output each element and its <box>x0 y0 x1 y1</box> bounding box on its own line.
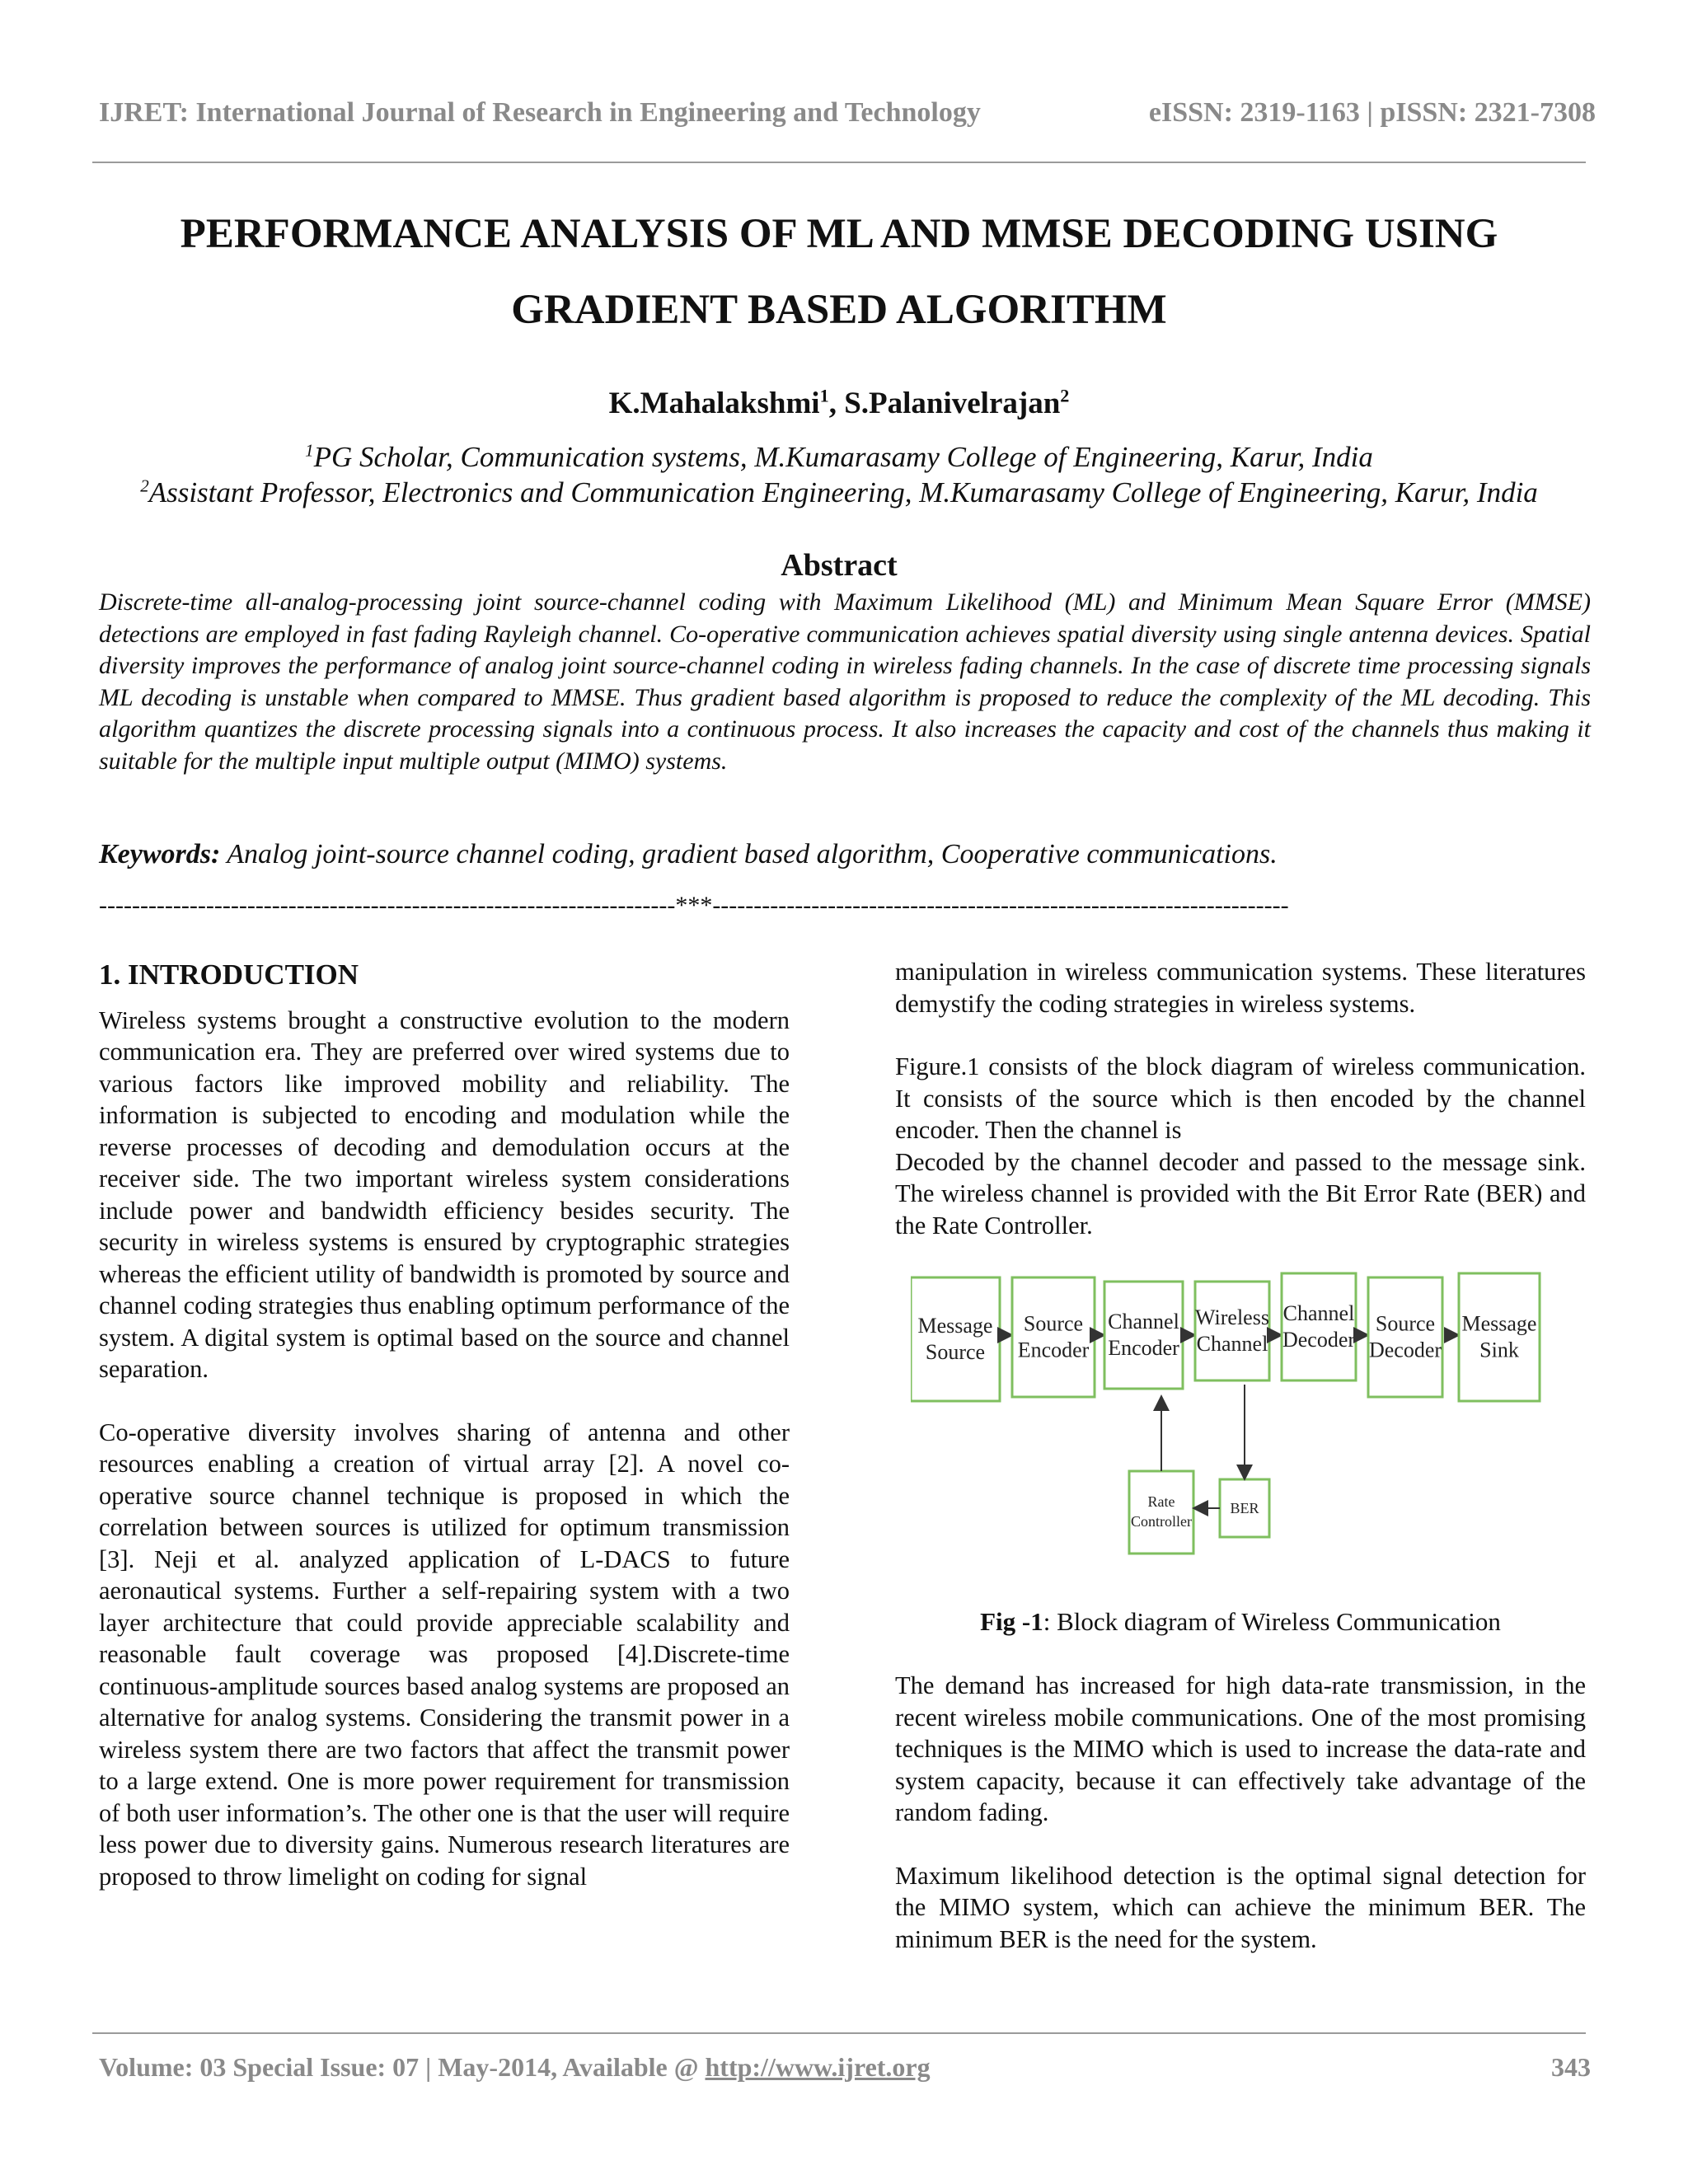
affiliation-2 <box>92 476 1586 509</box>
ber-block <box>1220 1479 1269 1537</box>
affiliation-2-text: Assistant Professor, Electronics and Communication Engineering, M.Kumarasamy College of Engineering, Karur, India <box>148 476 1538 509</box>
block-box <box>1104 1282 1183 1389</box>
block-box <box>911 1277 1000 1401</box>
diagram-block <box>1195 1282 1269 1380</box>
caption-label: Fig -1 <box>980 1607 1043 1636</box>
block-label-line-2: Channel <box>1196 1332 1268 1356</box>
section-heading: 1. INTRODUCTION <box>99 958 359 991</box>
block-box <box>1459 1273 1540 1401</box>
paragraph-part: Figure.1 consists of the block diagram of wireless communication. It consists of the source which is then encoded by the channel encoder. Then the channel is <box>895 1052 1586 1144</box>
section-separator: ----------------------------------------------------------------------***---------------------------------------------------------------------- <box>99 892 1289 919</box>
keywords-label: Keywords: <box>99 839 221 869</box>
title-line-2: GRADIENT BASED ALGORITHM <box>511 287 1167 333</box>
affiliation-1-sup: 1 <box>305 440 314 461</box>
footer-link[interactable]: http://www.ijret.org <box>705 2052 931 2082</box>
diagram-block <box>1459 1273 1540 1401</box>
ber-label: BER <box>1230 1500 1259 1516</box>
block-box <box>1368 1277 1442 1397</box>
block-label-line-2: Decoder <box>1368 1338 1442 1362</box>
affiliation-1-text: PG Scholar, Communication systems, M.Kumarasamy College of Engineering, Karur, India <box>313 441 1373 473</box>
block-label-line-2: Encoder <box>1017 1338 1090 1362</box>
footer-rule <box>92 2032 1586 2034</box>
author-separator: , <box>828 387 845 420</box>
paragraph: Maximum likelihood detection is the optimal signal detection for the MIMO system, which can achieve the minimum BER. The minimum BER is the need for the system. <box>895 1861 1586 1953</box>
rate-controller-label-2: Controller <box>1131 1513 1192 1530</box>
author-2: S.Palanivelrajan <box>844 387 1061 420</box>
header-rule <box>92 162 1586 163</box>
author-2-sup: 2 <box>1060 385 1070 406</box>
block-label-line-2: Encoder <box>1108 1336 1179 1360</box>
figure-caption <box>895 1607 1586 1637</box>
authors <box>92 386 1586 421</box>
diagram-blocks <box>911 1273 1540 1401</box>
abstract-heading: Abstract <box>781 548 898 583</box>
block-box <box>1195 1282 1269 1380</box>
footer-text: Volume: 03 Special Issue: 07 | May-2014, Available @ <box>99 2052 706 2082</box>
block-label-line-1: Message <box>917 1314 993 1338</box>
paragraph <box>895 1051 1586 1241</box>
page-number: 343 <box>1551 2052 1591 2082</box>
journal-name: IJRET: International Journal of Research in Engineering and Technology <box>99 97 981 128</box>
paper-title <box>92 196 1586 348</box>
block-label-line-2: Decoder <box>1282 1328 1356 1352</box>
block-diagram <box>911 1269 1570 1582</box>
rate-controller-label-1: Rate <box>1147 1493 1175 1510</box>
footer <box>99 2052 931 2083</box>
affiliation-1 <box>92 441 1586 474</box>
block-label-line-2: Sink <box>1479 1338 1519 1362</box>
caption-text: : Block diagram of Wireless Communication <box>1043 1607 1501 1636</box>
diagram-block <box>1012 1277 1095 1397</box>
author-1: K.Mahalakshmi <box>608 387 820 420</box>
diagram-block <box>911 1277 1000 1401</box>
author-1-sup: 1 <box>819 385 829 406</box>
paragraph: Co-operative diversity involves sharing of antenna and other resources enabling a creation of virtual array [2]. A novel co-operative source channel technique is proposed in which the correlation between sources is utilized for optimum transmission [3]. Neji et al. analyzed application of L-DACS to future aeronautical systems. Further a self-repairing system with a two layer architecture that could provide appreciable scalability and reasonable fault coverage was proposed [4].Discrete-time continuous-amplitude sources based analog systems are proposed an alternative for analog systems. Considering the transmit power in a wireless system there are two factors that affect the transmit power to a large extend. One is more power requirement for transmission of both user information’s. The other one is that the user will require less power due to diversity gains. Numerous research literatures are proposed to throw limelight on coding for signal <box>99 1418 790 1891</box>
right-column-lower <box>895 1670 1586 1986</box>
affiliation-2-sup: 2 <box>140 476 149 496</box>
paragraph: Wireless systems brought a constructive evolution to the modern communication era. They are preferred over wired systems due to various factors like improved mobility and reliability. The information is subjected to encoding and modulation while the reverse processes of decoding and demodulation occurs at the receiver side. The two important wireless system considerations include power and bandwidth efficiency besides security. The security in wireless systems is ensured by cryptographic strategies whereas the efficient utility of bandwidth is promoted by source and channel coding strategies thus enabling optimum performance of the system. A digital system is optimal based on the source and channel separation. <box>99 1005 790 1383</box>
block-label-line-1: Source <box>1023 1311 1084 1336</box>
block-label-line-1: Channel <box>1108 1310 1179 1333</box>
diagram-block <box>1368 1277 1442 1397</box>
paragraph: The demand has increased for high data-rate transmission, in the recent wireless mobile communications. One of the most promising techniques is the MIMO which is used to increase the data-rate and system capacity, because it can effectively take advantage of the random fading. <box>895 1671 1586 1826</box>
block-box <box>1012 1277 1095 1397</box>
paragraph-part: Decoded by the channel decoder and passed to the message sink. The wireless channel is provided with the Bit Error Rate (BER) and the Rate Controller. <box>895 1147 1586 1240</box>
right-column <box>895 956 1586 1241</box>
block-box <box>1282 1273 1356 1380</box>
diagram-block <box>1282 1273 1356 1380</box>
rate-controller-block <box>1129 1471 1193 1554</box>
block-label-line-2: Source <box>925 1340 986 1364</box>
issn: eISSN: 2319-1163 | pISSN: 2321-7308 <box>1148 97 1596 128</box>
paragraph: manipulation in wireless communication systems. These literatures demystify the coding strategies in wireless systems. <box>895 958 1586 1018</box>
block-label-line-1: Message <box>1461 1311 1537 1336</box>
left-column <box>99 959 790 1924</box>
abstract-body: Discrete-time all-analog-processing joint source-channel coding with Maximum Likelihood (ML) and Minimum Mean Square Error (MMSE) detections are employed in fast fading Rayleigh channel. Co-operative communication achieves spatial diversity using single antenna devices. Spatial diversity improves the performance of analog joint source-channel coding in wireless fading channels. In the case of discrete time processing signals ML decoding is unstable when compared to MMSE. Thus gradient based algorithm is proposed to reduce the complexity of the ML decoding. This algorithm quantizes the discrete processing signals into a continuous process. It also increases the capacity and cost of the channels thus making it suitable for the multiple input multiple output (MIMO) systems. <box>99 588 1591 775</box>
block-label-line-1: Source <box>1375 1311 1436 1336</box>
keywords <box>99 839 1591 870</box>
diagram-block <box>1104 1282 1183 1389</box>
title-line-1: PERFORMANCE ANALYSIS OF ML AND MMSE DECODING USING <box>180 211 1498 257</box>
keywords-text: Analog joint-source channel coding, gradient based algorithm, Cooperative communications. <box>220 839 1278 869</box>
rate-controller-box <box>1129 1471 1193 1554</box>
block-label-line-1: Channel <box>1282 1301 1355 1325</box>
block-label-line-1: Wireless <box>1195 1305 1269 1329</box>
